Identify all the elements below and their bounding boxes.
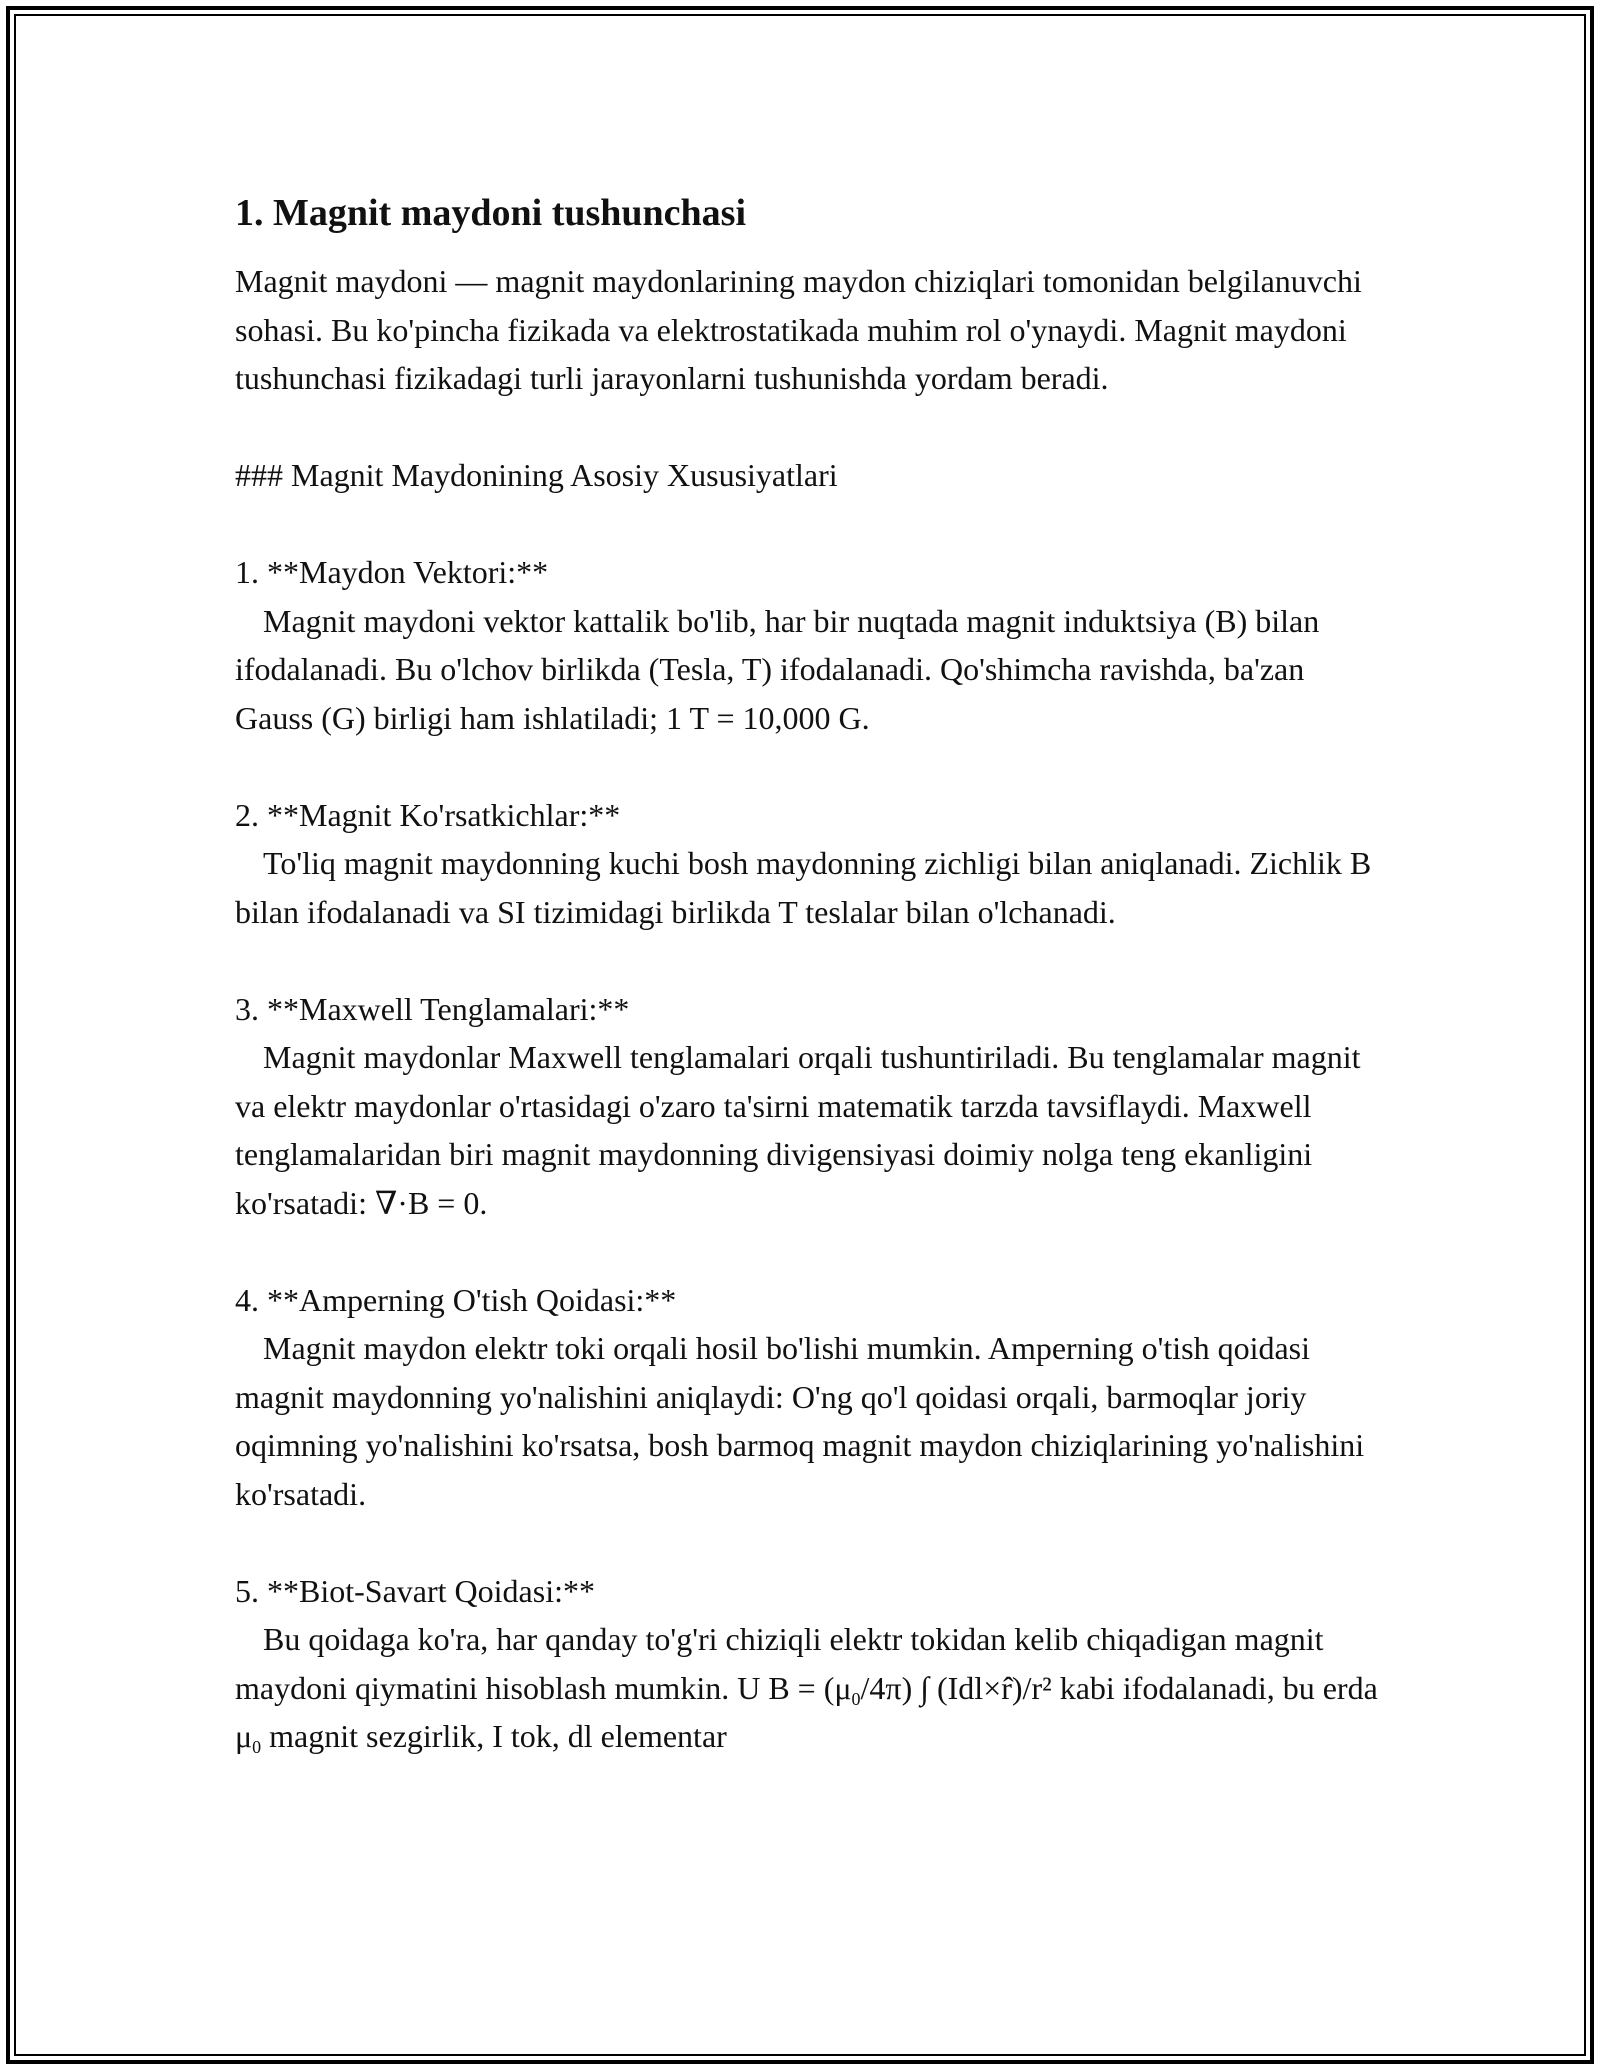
document-body bbox=[235, 185, 1385, 1761]
item-body: Magnit maydoni vektor kattalik bo'lib, har bir nuqtada magnit induktsiya (B) bilan ifodalanadi. Bu o'lchov birlikda (Tesla, T) ifodalanadi. Qo'shimcha ravishda, ba'zan Gauss (G) birligi ham ishlatiladi; 1 T = 10,000 G. bbox=[235, 602, 1328, 736]
intro-paragraph: Magnit maydoni — magnit maydonlarining maydon chiziqlari tomonidan belgilanuvchi sohasi. Bu ko'pincha fizikada va elektrostatikada muhim rol o'ynaydi. Magnit maydoni tushunchasi fizikadagi turli jarayonlarni tushunishda yordam beradi. bbox=[235, 263, 1370, 396]
page-title: 1. Magnit maydoni tushunchasi bbox=[235, 192, 747, 234]
body-text: /4π) ∫ (Idl×r̂)/r² kabi ifodalanadi, bu erda μ bbox=[235, 1669, 1386, 1754]
body-text: Bu qoidaga ko'ra, har qanday to'g'ri chiziqli elektr tokidan kelib chiqadigan magnit maydoni qiymatini hisoblash mumkin. U B = (μ bbox=[235, 1621, 1332, 1706]
item-body bbox=[235, 1615, 1385, 1761]
item-body: Magnit maydon elektr toki orqali hosil bo'lishi mumkin. Amperning o'tish qoidasi magnit maydonning yo'nalishini aniqlaydi: O'ng qo'l qoidasi orqali, barmoqlar joriy oqimning yo'nalishini ko'rsatsa, bosh barmoq magnit maydon chiziqlarining yo'nalishini ko'rsatadi. bbox=[235, 1330, 1373, 1512]
item-heading: 1. **Maydon Vektori:** bbox=[235, 554, 549, 590]
item-body: To'liq magnit maydonning kuchi bosh maydonning zichligi bilan aniqlanadi. Zichlik B bilan ifodalanadi va SI tizimidagi birlikda T teslalar bilan o'lchanadi. bbox=[235, 845, 1380, 930]
item-heading: 5. **Biot-Savart Qoidasi:** bbox=[235, 1572, 595, 1609]
subscript-zero: 0 bbox=[252, 1737, 262, 1757]
item-heading: 3. **Maxwell Tenglamalari:** bbox=[235, 990, 630, 1027]
body-text: magnit sezgirlik, I tok, dl elementar bbox=[261, 1718, 727, 1754]
item-heading: 2. **Magnit Ko'rsatkichlar:** bbox=[235, 796, 621, 833]
item-body: Magnit maydonlar Maxwell tenglamalari orqali tushuntiriladi. Bu tenglamalar magnit va elektr maydonlar o'rtasidagi o'zaro ta'sirni matematik tarzda tavsiflaydi. Maxwell tenglamalaridan biri magnit maydonning divigensiyasi doimiy nolga teng ekanligini ko'rsatadi: ∇·B = 0. bbox=[235, 1039, 1369, 1221]
item-heading: 4. **Amperning O'tish Qoidasi:** bbox=[235, 1281, 677, 1318]
subscript-zero: 0 bbox=[851, 1688, 861, 1709]
section-subheading: ### Magnit Maydonining Asosiy Xususiyatlari bbox=[235, 457, 838, 493]
